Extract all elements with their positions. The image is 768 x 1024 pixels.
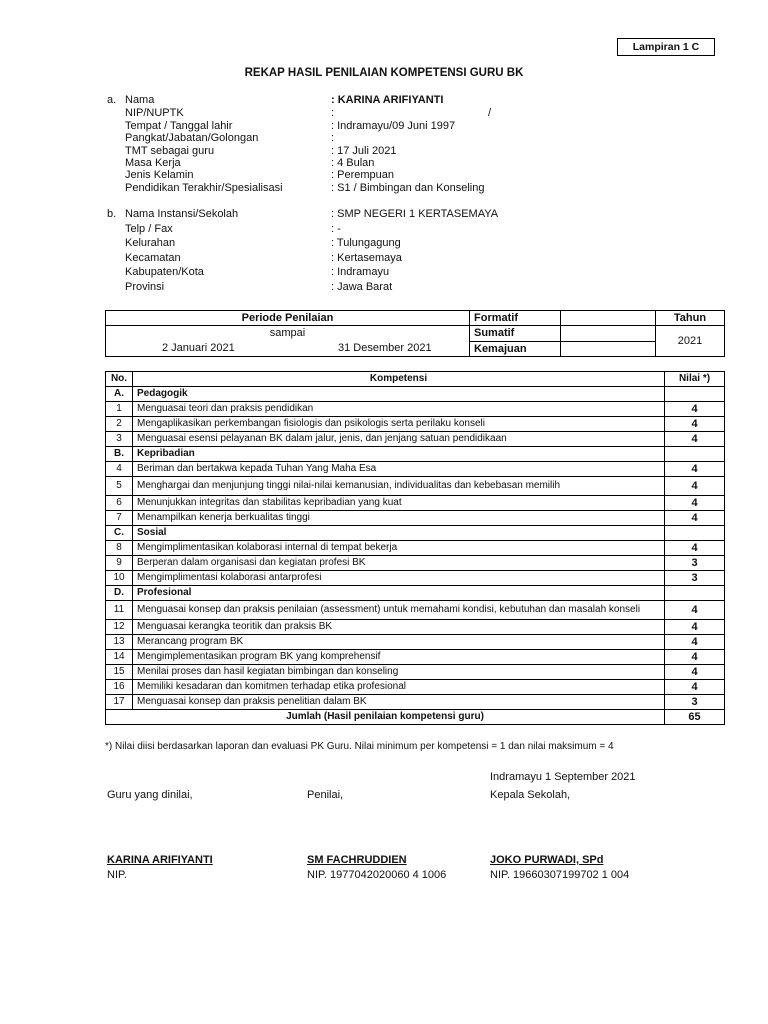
- row-kompetensi: Beriman dan bertakwa kepada Tuhan Yang Maha Esa: [133, 462, 665, 477]
- row-kompetensi: Menunjukkan integritas dan stabilitas kepribadian yang kuat: [133, 496, 665, 511]
- field-value: : Indramayu/09 Juni 1997: [331, 120, 456, 132]
- guru-label: Guru yang dinilai,: [107, 789, 193, 801]
- row-nilai: 3: [665, 571, 725, 586]
- group-nilai: [665, 526, 725, 541]
- row-number: 2: [106, 417, 133, 432]
- row-kompetensi: Mengimplementasikan program BK yang komprehensif: [133, 650, 665, 665]
- row-nilai: 4: [665, 402, 725, 417]
- row-nilai: 4: [665, 432, 725, 447]
- field-label: Telp / Fax: [125, 223, 173, 235]
- tahun-value: 2021: [656, 326, 725, 357]
- row-nilai: 4: [665, 665, 725, 680]
- kemajuan-label: Kemajuan: [470, 341, 561, 357]
- table-row: [106, 665, 725, 680]
- row-number: 3: [106, 432, 133, 447]
- group-row: [106, 586, 725, 601]
- field-label: Pangkat/Jabatan/Golongan: [125, 132, 259, 144]
- field-value: :: [331, 132, 335, 144]
- field-value: : Perempuan: [331, 169, 394, 181]
- total-row: [106, 710, 725, 725]
- row-nilai: 3: [665, 556, 725, 571]
- row-kompetensi: Menguasai esensi pelayanan BK dalam jalur, jenis, dan jenjang satuan pendidikaan: [133, 432, 665, 447]
- row-number: 14: [106, 650, 133, 665]
- footnote: *) Nilai diisi berdasarkan laporan dan evaluasi PK Guru. Nilai minimum per kompetensi = 1 dan nilai maksimum = 4: [105, 741, 614, 752]
- row-number: 6: [106, 496, 133, 511]
- penilai-label: Penilai,: [307, 789, 344, 801]
- field-value: : 17 Juli 2021: [331, 145, 397, 157]
- periode-header: Periode Penilaian: [106, 311, 470, 326]
- row-number: 5: [106, 477, 133, 496]
- page-title: REKAP HASIL PENILAIAN KOMPETENSI GURU BK: [244, 67, 524, 79]
- field-label: Nama Instansi/Sekolah: [125, 208, 239, 220]
- end-date: 31 Desember 2021: [338, 342, 432, 354]
- field-label: NIP/NUPTK: [125, 107, 184, 119]
- kepsek-label: Kepala Sekolah,: [490, 789, 571, 801]
- row-nilai: 4: [665, 620, 725, 635]
- table-row: [106, 417, 725, 432]
- table-row: [106, 650, 725, 665]
- row-number: 8: [106, 541, 133, 556]
- table-row: [106, 695, 725, 710]
- group-name: Kepribadian: [133, 447, 665, 462]
- penilai-nip: NIP. 1977042020060 4 1006: [307, 869, 447, 881]
- row-number: 12: [106, 620, 133, 635]
- row-kompetensi: Menampilkan kenerja berkualitas tinggi: [133, 511, 665, 526]
- kompetensi-table: [105, 371, 725, 725]
- total-label: Jumlah (Hasil penilaian kompetensi guru): [106, 710, 665, 725]
- section-b-marker: b.: [107, 208, 117, 220]
- row-number: 15: [106, 665, 133, 680]
- field-label: Jenis Kelamin: [125, 169, 194, 181]
- field-value: :: [331, 107, 335, 119]
- field-value: : Indramayu: [331, 266, 390, 278]
- row-kompetensi: Mengimplimentasi kolaborasi antarprofesi: [133, 571, 665, 586]
- place-date: Indramayu 1 September 2021: [490, 771, 636, 783]
- group-code: D.: [106, 586, 133, 601]
- group-code: A.: [106, 387, 133, 402]
- field-label: Kecamatan: [125, 252, 181, 264]
- guru-nip: NIP.: [107, 869, 127, 881]
- table-row: [106, 477, 725, 496]
- row-number: 4: [106, 462, 133, 477]
- group-row: [106, 447, 725, 462]
- row-number: 7: [106, 511, 133, 526]
- row-number: 11: [106, 601, 133, 620]
- formatif-value: [561, 311, 656, 326]
- periode-table: [105, 310, 725, 357]
- row-number: 9: [106, 556, 133, 571]
- table-row: [106, 462, 725, 477]
- sumatif-value: [561, 326, 656, 342]
- guru-name: KARINA ARIFIYANTI: [107, 854, 213, 866]
- row-nilai: 4: [665, 650, 725, 665]
- table-row: [106, 620, 725, 635]
- kepsek-nip: NIP. 19660307199702 1 004: [490, 869, 630, 881]
- field-label: Masa Kerja: [125, 157, 181, 169]
- row-kompetensi: Merancang program BK: [133, 635, 665, 650]
- field-label: Tempat / Tanggal lahir: [125, 120, 233, 132]
- field-label: Kelurahan: [125, 237, 176, 249]
- table-row: [106, 541, 725, 556]
- row-nilai: 4: [665, 496, 725, 511]
- row-nilai: 4: [665, 601, 725, 620]
- row-kompetensi: Menguasai teori dan praksis pendidikan: [133, 402, 665, 417]
- table-row: [106, 680, 725, 695]
- field-value: : Jawa Barat: [331, 281, 393, 293]
- kemajuan-value: [561, 341, 656, 357]
- field-value: : Kertasemaya: [331, 252, 402, 264]
- kepsek-name: JOKO PURWADI, SPd: [490, 854, 604, 866]
- sumatif-label: Sumatif: [470, 326, 561, 342]
- row-nilai: 4: [665, 477, 725, 496]
- row-nilai: 4: [665, 511, 725, 526]
- group-name: Sosial: [133, 526, 665, 541]
- table-row: [106, 601, 725, 620]
- row-kompetensi: Menguasai konsep dan praksis penelitian dalam BK: [133, 695, 665, 710]
- row-nilai: 4: [665, 541, 725, 556]
- field-value: : S1 / Bimbingan dan Konseling: [331, 182, 485, 194]
- row-number: 13: [106, 635, 133, 650]
- row-nilai: 4: [665, 417, 725, 432]
- group-row: [106, 526, 725, 541]
- field-extra: /: [488, 107, 492, 119]
- group-nilai: [665, 447, 725, 462]
- field-label: TMT sebagai guru: [125, 145, 215, 157]
- row-kompetensi: Menguasai kerangka teoritik dan praksis BK: [133, 620, 665, 635]
- row-kompetensi: Menilai proses dan hasil kegiatan bimbingan dan konseling: [133, 665, 665, 680]
- lampiran-label: Lampiran 1 C: [617, 38, 715, 56]
- field-value: : 4 Bulan: [331, 157, 375, 169]
- field-value: : Tulungagung: [331, 237, 401, 249]
- formatif-label: Formatif: [470, 311, 561, 326]
- field-label: Nama: [125, 94, 155, 106]
- section-a-marker: a.: [107, 94, 117, 106]
- row-kompetensi: Berperan dalam organisasi dan kegiatan profesi BK: [133, 556, 665, 571]
- total-value: 65: [665, 710, 725, 725]
- table-row: [106, 556, 725, 571]
- field-label: Provinsi: [125, 281, 165, 293]
- table-row: [106, 511, 725, 526]
- row-number: 16: [106, 680, 133, 695]
- row-nilai: 3: [665, 695, 725, 710]
- table-row: [106, 432, 725, 447]
- row-nilai: 4: [665, 635, 725, 650]
- table-row: [106, 571, 725, 586]
- field-value: : KARINA ARIFIYANTI: [331, 94, 444, 106]
- col-no-header: No.: [106, 372, 133, 387]
- row-number: 1: [106, 402, 133, 417]
- field-label: Kabupaten/Kota: [125, 266, 204, 278]
- group-name: Profesional: [133, 586, 665, 601]
- sampai-label: sampai: [269, 327, 306, 339]
- group-nilai: [665, 586, 725, 601]
- penilai-name: SM FACHRUDDIEN: [307, 854, 407, 866]
- field-label: Pendidikan Terakhir/Spesialisasi: [125, 182, 283, 194]
- field-value: : SMP NEGERI 1 KERTASEMAYA: [331, 208, 499, 220]
- col-kompetensi-header: Kompetensi: [133, 372, 665, 387]
- field-value: : -: [331, 223, 341, 235]
- periode-range: [106, 326, 470, 357]
- group-nilai: [665, 387, 725, 402]
- group-code: B.: [106, 447, 133, 462]
- group-row: [106, 387, 725, 402]
- row-nilai: 4: [665, 680, 725, 695]
- row-kompetensi: Menghargai dan menjunjung tinggi nilai-nilai kemanusian, individualitas dan kebebasan memilih: [133, 477, 665, 496]
- row-kompetensi: Memiliki kesadaran dan komitmen terhadap etika profesional: [133, 680, 665, 695]
- row-kompetensi: Menguasai konsep dan praksis penilaian (assessment) untuk memahami kondisi, kebutuhan dan masalah konseli: [133, 601, 665, 620]
- start-date: 2 Januari 2021: [162, 342, 235, 354]
- group-name: Pedagogik: [133, 387, 665, 402]
- table-row: [106, 402, 725, 417]
- group-code: C.: [106, 526, 133, 541]
- tahun-label: Tahun: [656, 311, 725, 326]
- row-number: 17: [106, 695, 133, 710]
- row-number: 10: [106, 571, 133, 586]
- table-row: [106, 496, 725, 511]
- row-kompetensi: Mengaplikasikan perkembangan fisiologis dan psikologis serta perilaku konseli: [133, 417, 665, 432]
- row-kompetensi: Mengimplimentasikan kolaborasi internal di tempat bekerja: [133, 541, 665, 556]
- col-nilai-header: Nilai *): [665, 372, 725, 387]
- row-nilai: 4: [665, 462, 725, 477]
- table-row: [106, 635, 725, 650]
